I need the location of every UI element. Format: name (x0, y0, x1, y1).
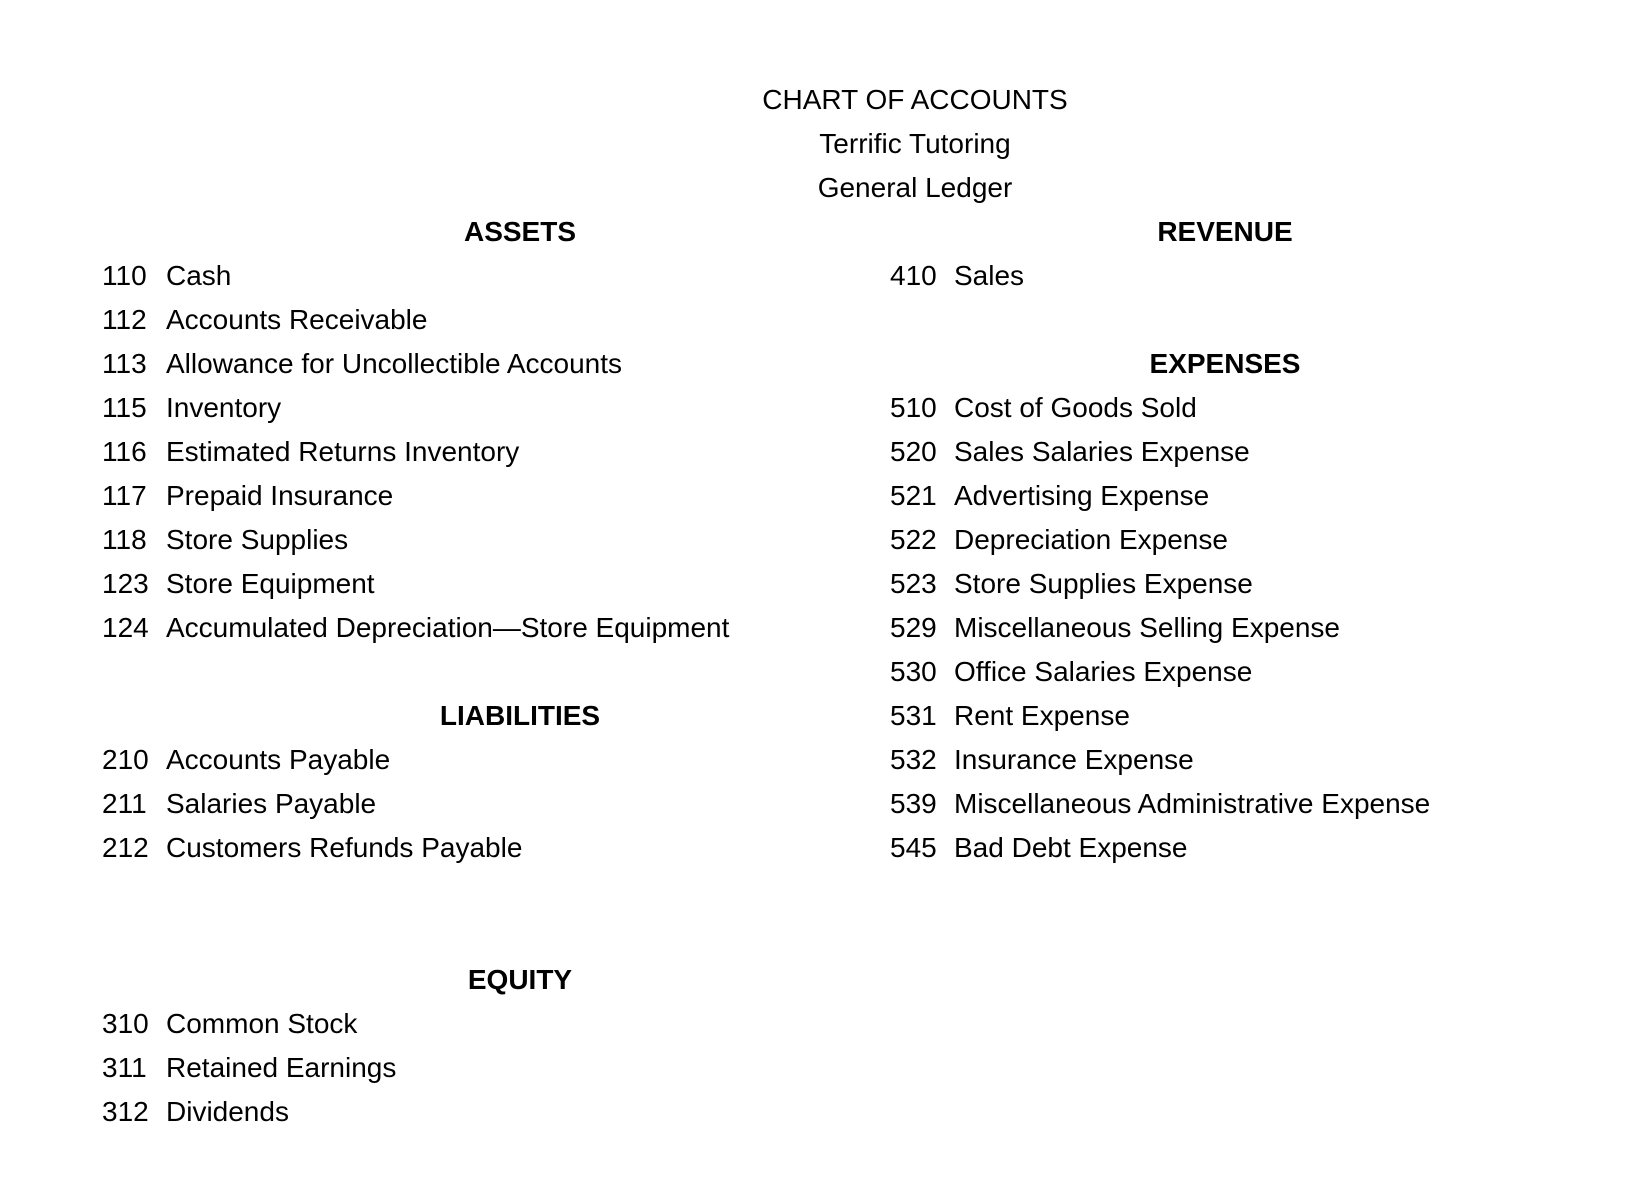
account-name: Store Equipment (166, 568, 375, 599)
account-number: 116 (102, 436, 147, 467)
account-row (890, 650, 1590, 694)
account-number: 118 (102, 524, 147, 555)
account-row (890, 562, 1590, 606)
account-row (890, 782, 1590, 826)
account-number: 310 (102, 1008, 149, 1039)
account-name: Store Supplies (166, 524, 349, 555)
section-spacer (102, 650, 862, 694)
account-row (102, 606, 862, 650)
account-row (102, 826, 862, 870)
account-number: 113 (102, 348, 147, 379)
account-number: 123 (102, 568, 149, 599)
account-number: 311 (102, 1052, 147, 1083)
account-number: 545 (890, 832, 937, 863)
equity-list (102, 1002, 862, 1134)
account-number: 117 (102, 480, 147, 511)
section-spacer (102, 870, 862, 958)
account-row (102, 738, 862, 782)
left-column (102, 210, 862, 1134)
account-name: Rent Expense (954, 700, 1130, 731)
equity-heading: EQUITY (467, 964, 573, 995)
account-name: Miscellaneous Selling Expense (954, 612, 1340, 643)
account-number: 531 (890, 700, 937, 731)
account-name: Prepaid Insurance (166, 480, 394, 511)
account-name: Common Stock (166, 1008, 358, 1039)
account-name: Sales (954, 260, 1025, 291)
account-row (890, 386, 1590, 430)
account-number: 523 (890, 568, 937, 599)
account-number: 520 (890, 436, 937, 467)
account-number: 529 (890, 612, 937, 643)
account-number: 112 (102, 304, 147, 335)
liabilities-list (102, 738, 862, 870)
ledger-name: General Ledger (817, 172, 1013, 203)
account-name: Accounts Payable (166, 744, 391, 775)
revenue-heading: REVENUE (1157, 216, 1293, 247)
account-number: 211 (102, 788, 147, 819)
account-number: 124 (102, 612, 149, 643)
account-number: 212 (102, 832, 149, 863)
account-number: 521 (890, 480, 937, 511)
account-number: 522 (890, 524, 937, 555)
account-name: Customers Refunds Payable (166, 832, 523, 863)
account-row (102, 430, 862, 474)
account-name: Sales Salaries Expense (954, 436, 1250, 467)
account-row (890, 826, 1590, 870)
account-name: Bad Debt Expense (954, 832, 1188, 863)
account-row (102, 562, 862, 606)
account-row (102, 1090, 862, 1134)
document-header (0, 78, 1650, 210)
revenue-list (890, 254, 1590, 298)
account-row (102, 386, 862, 430)
account-row (890, 430, 1590, 474)
account-row (102, 1046, 862, 1090)
account-row (890, 738, 1590, 782)
section-spacer (890, 298, 1590, 342)
account-name: Dividends (166, 1096, 289, 1127)
account-name: Retained Earnings (166, 1052, 397, 1083)
account-name: Advertising Expense (954, 480, 1210, 511)
account-row (102, 1002, 862, 1046)
liabilities-heading: LIABILITIES (439, 700, 601, 731)
account-row (102, 298, 862, 342)
account-name: Depreciation Expense (954, 524, 1228, 555)
account-name: Insurance Expense (954, 744, 1194, 775)
account-name: Allowance for Uncollectible Accounts (166, 348, 623, 379)
company-name: Terrific Tutoring (819, 128, 1011, 159)
account-row (890, 606, 1590, 650)
account-name: Cost of Goods Sold (954, 392, 1197, 423)
account-number: 110 (102, 260, 147, 291)
account-number: 510 (890, 392, 937, 423)
assets-list (102, 254, 862, 650)
account-number: 530 (890, 656, 937, 687)
account-number: 532 (890, 744, 937, 775)
account-row (102, 518, 862, 562)
account-number: 210 (102, 744, 149, 775)
account-number: 539 (890, 788, 937, 819)
account-name: Store Supplies Expense (954, 568, 1253, 599)
account-row (102, 782, 862, 826)
account-name: Inventory (166, 392, 282, 423)
account-row (890, 518, 1590, 562)
account-name: Accumulated Depreciation—Store Equipment (166, 612, 730, 643)
assets-heading: ASSETS (463, 216, 577, 247)
account-row (102, 342, 862, 386)
page-title: CHART OF ACCOUNTS (762, 84, 1068, 115)
expenses-heading: EXPENSES (1149, 348, 1301, 379)
right-column (890, 210, 1590, 870)
account-name: Miscellaneous Administrative Expense (954, 788, 1431, 819)
account-name: Office Salaries Expense (954, 656, 1253, 687)
account-number: 410 (890, 260, 937, 291)
account-number: 312 (102, 1096, 149, 1127)
account-number: 115 (102, 392, 147, 423)
account-row (102, 254, 862, 298)
account-name: Estimated Returns Inventory (166, 436, 520, 467)
account-name: Salaries Payable (166, 788, 377, 819)
account-row (890, 694, 1590, 738)
account-row (102, 474, 862, 518)
account-row (890, 474, 1590, 518)
expenses-list (890, 386, 1590, 870)
account-name: Cash (166, 260, 232, 291)
account-row (890, 254, 1590, 298)
account-name: Accounts Receivable (166, 304, 428, 335)
